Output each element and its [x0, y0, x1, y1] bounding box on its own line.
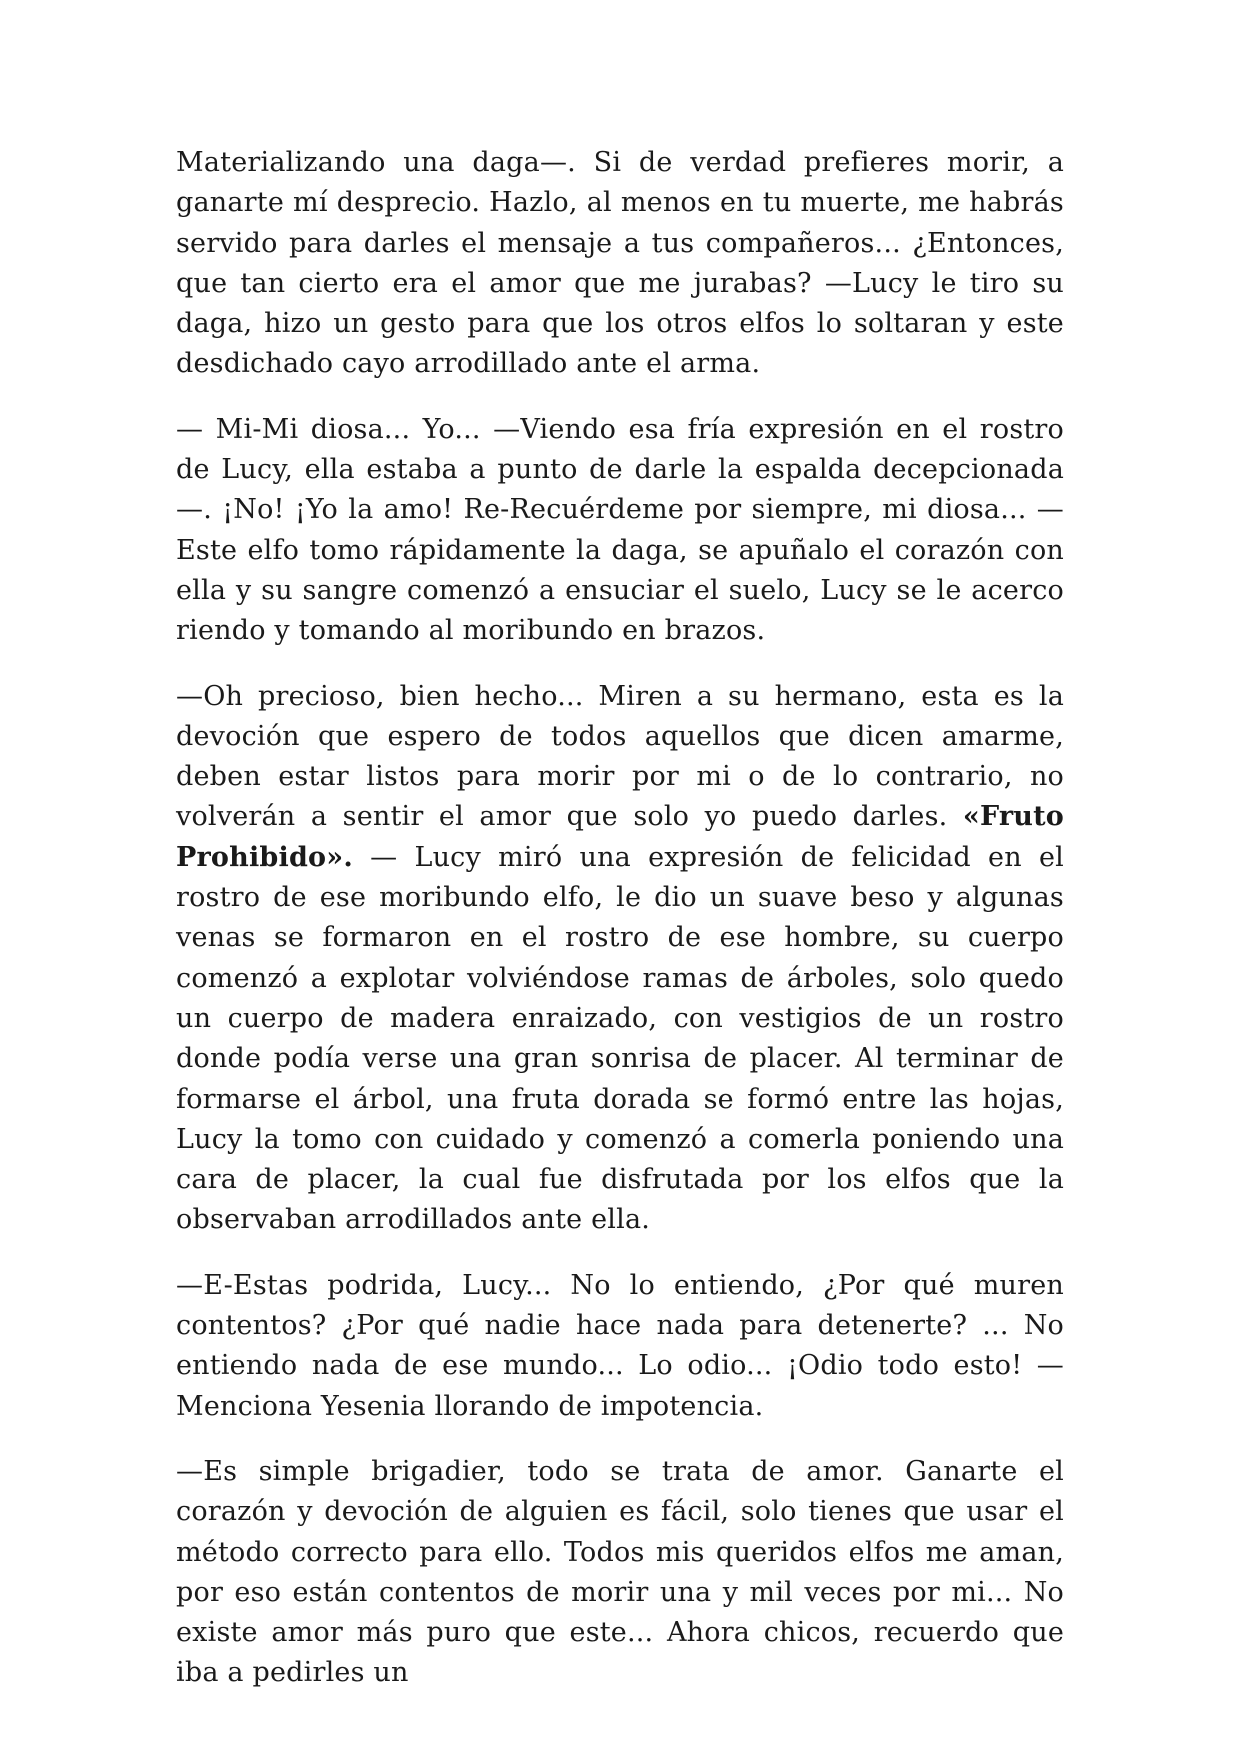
page-body [176, 143, 1064, 1694]
paragraph-4: —E-Estas podrida, Lucy... No lo entiendo, ¿Por qué muren contentos? ¿Por qué nadie hace nada para detenerte? ... No entiendo nada de ese mundo... Lo odio... ¡Odio todo esto! — Menciona Yesenia llorando de impotencia. [176, 1269, 1064, 1422]
paragraph-3 [176, 677, 1064, 1241]
paragraph-3-text-after: — Lucy miró una expresión de felicidad en el rostro de ese moribundo elfo, le dio un suave beso y algunas venas se formaron en el rostro de ese hombre, su cuerpo comenzó a explotar volviéndose ramas de árboles, solo quedo un cuerpo de madera enraizado, con vestigios de un rostro donde podía verse una gran sonrisa de placer. Al terminar de formarse el árbol, una fruta dorada se formó entre las hojas, Lucy la tomo con cuidado y comenzó a comerla poniendo una cara de placer, la cual fue disfrutada por los elfos que la observaban arrodillados ante ella. [176, 841, 1064, 1236]
paragraph-5: —Es simple brigadier, todo se trata de amor. Ganarte el corazón y devoción de alguien es fácil, solo tienes que usar el método correcto para ello. Todos mis queridos elfos me aman, por eso están contentos de morir una y mil veces por mi... No existe amor más puro que este... Ahora chicos, recuerdo que iba a pedirles un [176, 1455, 1064, 1689]
paragraph-3-text-before: —Oh precioso, bien hecho... Miren a su hermano, esta es la devoción que espero de todos aquellos que dicen amarme, deben estar listos para morir por mi o de lo contrario, no volverán a sentir el amor que solo yo puedo darles. [176, 680, 1064, 833]
paragraph-2: — Mi-Mi diosa... Yo... —Viendo esa fría expresión en el rostro de Lucy, ella estaba a punto de darle la espalda decepcionada—. ¡No! ¡Yo la amo! Re-Recuérdeme por siempre, mi diosa... —Este elfo tomo rápidamente la daga, se apuñalo el corazón con ella y su sangre comenzó a ensuciar el suelo, Lucy se le acerco riendo y tomando al moribundo en brazos. [176, 413, 1064, 647]
spell-name: «Fruto Prohibido». [176, 801, 1064, 873]
paragraph-1: Materializando una daga—. Si de verdad prefieres morir, a ganarte mí desprecio. Hazlo, al menos en tu muerte, me habrás servido para darles el mensaje a tus compañeros... ¿Entonces, que tan cierto era el amor que me jurabas? —Lucy le tiro su daga, hizo un gesto para que los otros elfos lo soltaran y este desdichado cayo arrodillado ante el arma. [176, 147, 1064, 380]
